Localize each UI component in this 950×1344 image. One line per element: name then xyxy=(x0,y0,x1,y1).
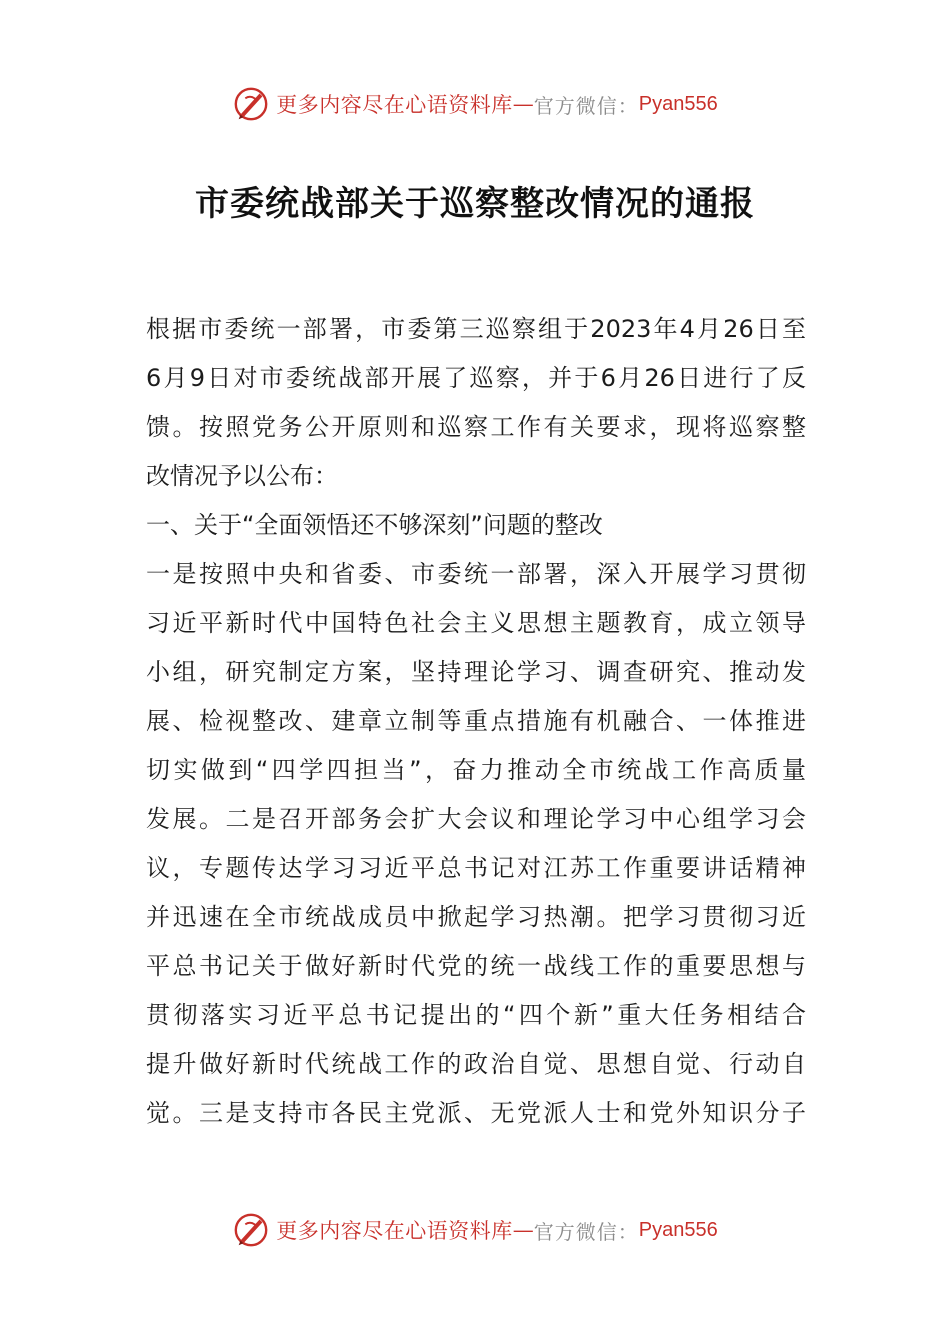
body-line: 习近平新时代中国特色社会主义思想主题教育，成立领导 xyxy=(146,609,806,637)
body-line: 切实做到“四学四担当”，奋力推动全市统战工作高质量 xyxy=(146,756,806,784)
document-title: 市委统战部关于巡察整改情况的通报 xyxy=(195,184,755,224)
body-line: 展、检视整改、建章立制等重点措施有机融合、一体推进 xyxy=(146,707,806,735)
body-line: 发展。二是召开部务会扩大会议和理论学习中心组学习会 xyxy=(146,805,806,833)
pen-logo-icon xyxy=(232,1211,270,1249)
body-line: 觉。三是支持市各民主党派、无党派人士和党外知识分子 xyxy=(146,1099,806,1127)
banner-text: 更多内容尽在心语资料库 xyxy=(276,93,513,117)
banner-wechat-id: Pyan556 xyxy=(638,92,718,115)
body-line: 根据市委统一部署，市委第三巡察组于2023年4月26日至 xyxy=(146,315,806,343)
body-line: 贯彻落实习近平总书记提出的“四个新”重大任务相结合 xyxy=(146,1001,806,1029)
section-heading: 一、关于“全面领悟还不够深刻”问题的整改 xyxy=(146,511,603,539)
banner-wechat-id: Pyan556 xyxy=(638,1218,718,1241)
document-body xyxy=(146,308,806,1141)
banner-text: 更多内容尽在心语资料库 xyxy=(276,1219,513,1243)
header-banner xyxy=(0,82,950,126)
footer-banner xyxy=(0,1208,950,1252)
body-line: 6月9日对市委统战部开展了巡察，并于6月26日进行了反 xyxy=(146,364,806,392)
body-line: 并迅速在全市统战成员中掀起学习热潮。把学习贯彻习近 xyxy=(146,903,806,931)
body-line: 改情况予以公布： xyxy=(146,462,338,490)
body-line: 议，专题传达学习习近平总书记对江苏工作重要讲话精神 xyxy=(146,854,806,882)
body-line: 一是按照中央和省委、市委统一部署，深入开展学习贯彻 xyxy=(146,560,806,588)
body-line: 馈。按照党务公开原则和巡察工作有关要求，现将巡察整 xyxy=(146,413,806,441)
banner-wechat-label: 官方微信： xyxy=(533,1219,639,1244)
body-line: 提升做好新时代统战工作的政治自觉、思想自觉、行动自 xyxy=(146,1050,806,1078)
banner-wechat-label: 官方微信： xyxy=(533,93,639,118)
banner-dash: — xyxy=(512,92,534,116)
banner-dash: — xyxy=(512,1218,534,1242)
pen-logo-icon xyxy=(232,85,270,123)
body-line: 小组，研究制定方案，坚持理论学习、调查研究、推动发 xyxy=(146,658,806,686)
body-line: 平总书记关于做好新时代党的统一战线工作的重要思想与 xyxy=(146,952,806,980)
